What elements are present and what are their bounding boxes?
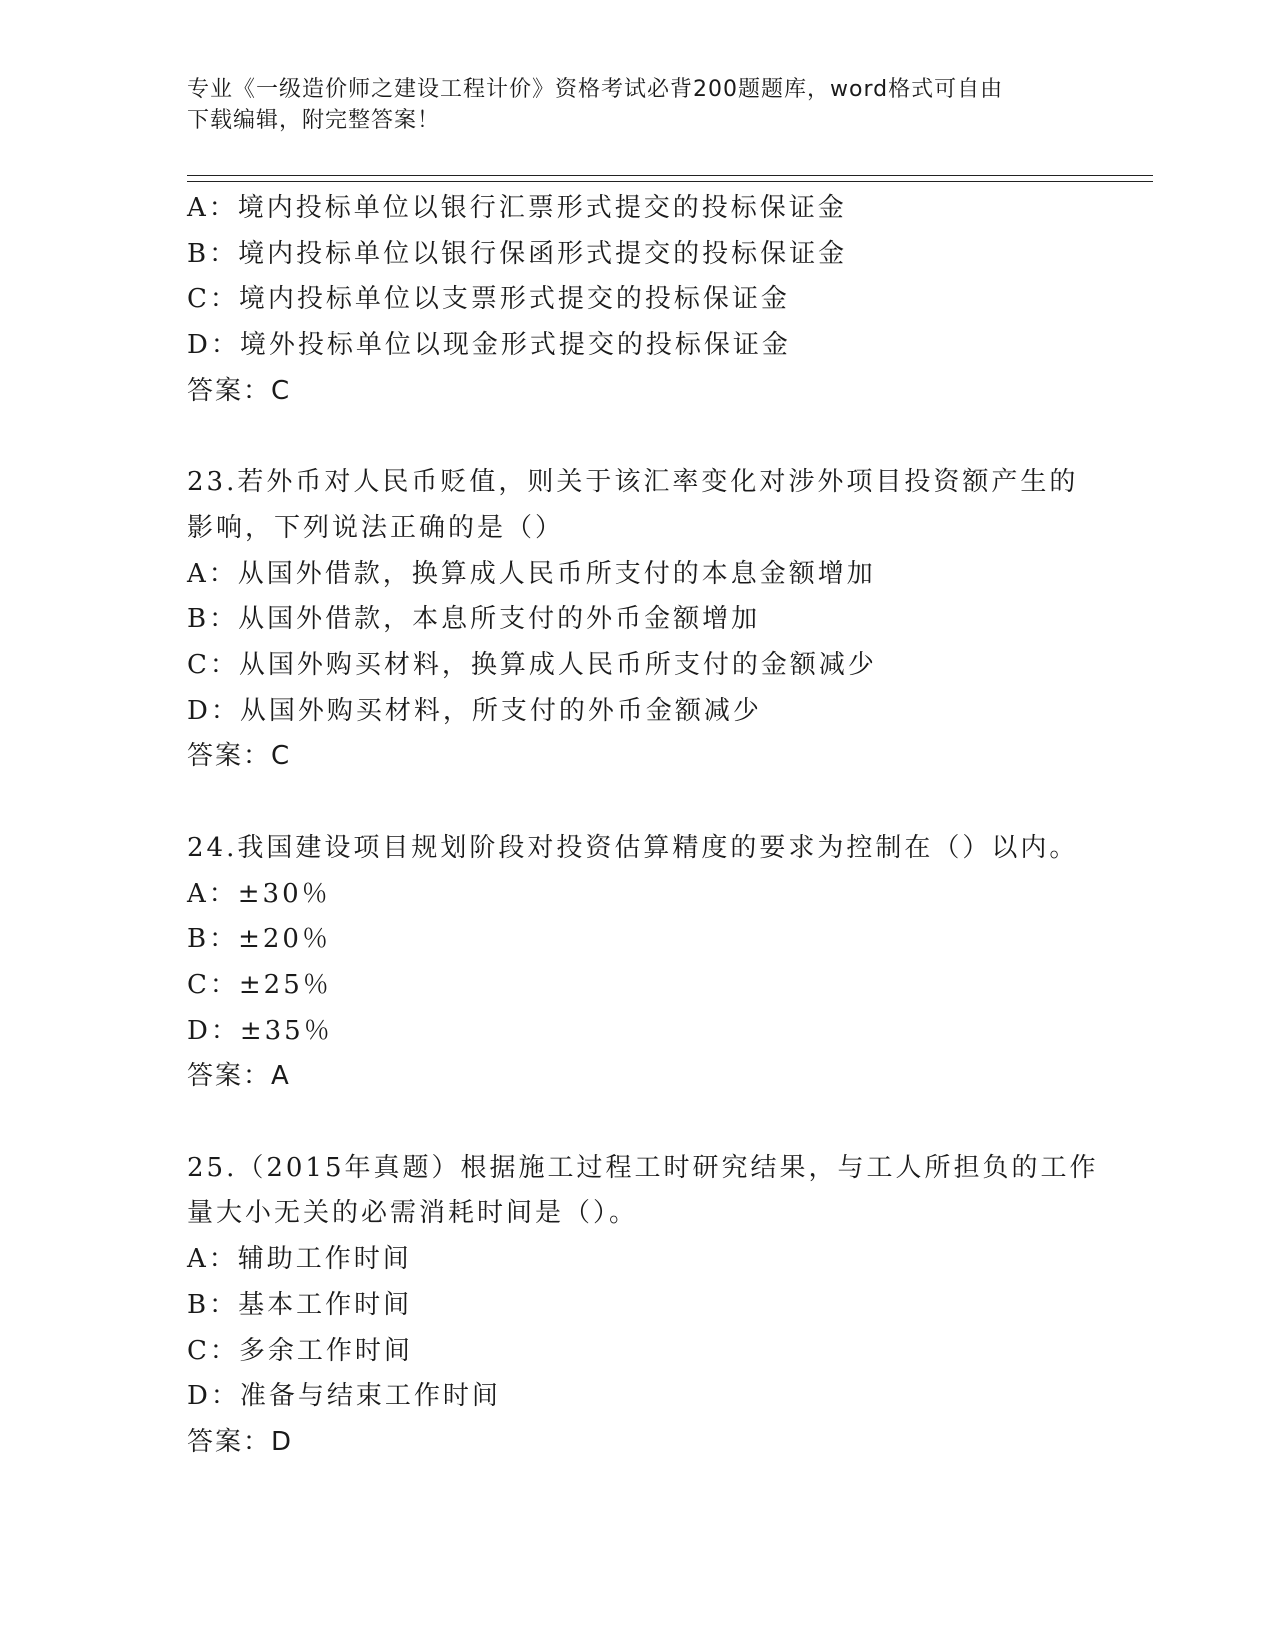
answer-line: 答案：A bbox=[187, 1061, 291, 1092]
header-line-2: 下载编辑，附完整答案！ bbox=[187, 108, 441, 133]
option-c: C：多余工作时间 bbox=[187, 1335, 413, 1366]
option-d: D：从国外购买材料，所支付的外币金额减少 bbox=[187, 695, 762, 726]
option-a: A：境内投标单位以银行汇票形式提交的投标保证金 bbox=[187, 193, 847, 223]
option-b: B：境内投标单位以银行保函形式提交的投标保证金 bbox=[187, 238, 848, 269]
option-b: B：基本工作时间 bbox=[187, 1289, 413, 1320]
option-c: C：从国外购买材料，换算成人民币所支付的金额减少 bbox=[187, 650, 877, 681]
question-block bbox=[187, 186, 1087, 415]
option-c: C：境内投标单位以支票形式提交的投标保证金 bbox=[187, 284, 790, 315]
option-d: D：准备与结束工作时间 bbox=[187, 1381, 501, 1412]
question-stem-line: 23.若外币对人民币贬值，则关于该汇率变化对涉外项目投资额产生的 bbox=[187, 467, 1079, 498]
question-stem-line: 25.（2015年真题）根据施工过程工时研究结果，与工人所担负的工作 bbox=[187, 1152, 1099, 1183]
option-a: A：±30％ bbox=[187, 878, 331, 909]
option-a: A：从国外借款，换算成人民币所支付的本息金额增加 bbox=[187, 558, 876, 589]
question-stem-line: 24.我国建设项目规划阶段对投资估算精度的要求为控制在（）以内。 bbox=[187, 832, 1079, 863]
option-d: D：境外投标单位以现金形式提交的投标保证金 bbox=[187, 330, 791, 361]
answer-line: 答案：C bbox=[187, 741, 292, 772]
spacer bbox=[187, 780, 1087, 826]
header-divider-top bbox=[187, 175, 1153, 176]
document-header bbox=[187, 74, 1087, 136]
question-stem-line: 量大小无关的必需消耗时间是（）。 bbox=[187, 1198, 639, 1229]
question-stem-line: 影响，下列说法正确的是（） bbox=[187, 512, 565, 543]
question-list bbox=[187, 186, 1099, 1466]
header-line-1: 专业《一级造价师之建设工程计价》资格考试必背200题题库，word格式可自由 bbox=[187, 77, 1004, 102]
option-c: C：±25％ bbox=[187, 969, 332, 1000]
option-d: D：±35％ bbox=[187, 1015, 333, 1046]
option-b: B：从国外借款，本息所支付的外币金额增加 bbox=[187, 604, 761, 635]
spacer bbox=[187, 1100, 1087, 1146]
question-block bbox=[187, 826, 1087, 1100]
option-b: B：±20％ bbox=[187, 924, 331, 955]
question-block bbox=[187, 460, 1087, 780]
question-block bbox=[187, 1146, 1099, 1466]
spacer bbox=[187, 415, 1087, 461]
option-a: A：辅助工作时间 bbox=[187, 1244, 412, 1275]
answer-line: 答案：D bbox=[187, 1426, 294, 1457]
answer-line: 答案：C bbox=[187, 375, 292, 406]
header-divider-bottom bbox=[187, 181, 1153, 182]
